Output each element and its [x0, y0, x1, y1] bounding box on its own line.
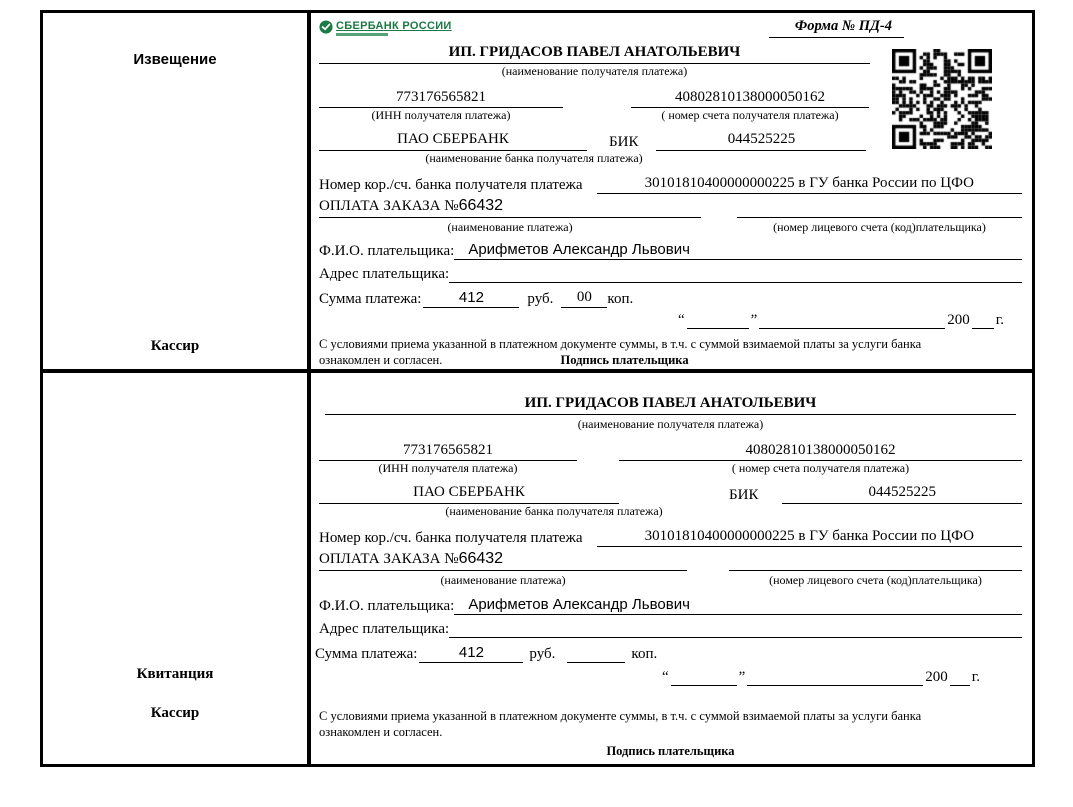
inn-value: 773176565821 — [319, 89, 563, 108]
sberbank-logo-text: СБЕРБАНК РОССИИ — [336, 20, 452, 32]
date-day-blank — [671, 685, 737, 686]
signature-label: Подпись плательщика — [606, 743, 735, 758]
bik-value: 044525225 — [782, 484, 1022, 504]
inn-label: (ИНН получателя платежа) — [371, 108, 511, 122]
date-quote-close: ” — [738, 669, 746, 685]
sberbank-logo-tagline — [336, 33, 388, 36]
corr-account-value: 30101810400000000225 в ГУ банка России по ЦФО — [597, 528, 1022, 547]
date-year-suffix: г. — [971, 669, 980, 685]
cashier-label: Кассир — [150, 705, 200, 721]
pd4-payment-form — [40, 10, 1035, 767]
corr-account-label: Номер кор./сч. банка получателя платежа — [319, 177, 583, 193]
payment-purpose-row — [319, 550, 1022, 571]
personal-account-label: (номер лицевого счета (код)плательщика) — [773, 220, 986, 234]
payer-name-value: Арифметов Александр Львович — [454, 241, 1022, 260]
recipient-name-label: (наименование получателя платежа) — [577, 417, 764, 431]
payment-purpose-row — [319, 197, 1022, 218]
kop-label: коп. — [631, 646, 658, 662]
date-year-prefix: 200 — [925, 669, 948, 685]
account-value: 40802810138000050162 — [631, 89, 869, 108]
address-label: Адрес плательщика: — [319, 266, 450, 282]
inn-value: 773176565821 — [319, 442, 577, 461]
address-value — [449, 636, 1022, 638]
date-quote-close: ” — [750, 312, 758, 328]
sum-kop-value — [567, 661, 625, 663]
recipient-name-label: (наименование получателя платежа) — [501, 64, 688, 78]
section-kvitanciya — [43, 369, 1032, 764]
address-label: Адрес плательщика: — [319, 621, 450, 637]
address-value — [449, 281, 1022, 283]
terms-line2: ознакомлен и согласен. — [319, 353, 443, 368]
account-label: ( номер счета получателя платежа) — [731, 461, 910, 475]
bank-name-value: ПАО СБЕРБАНК — [319, 484, 619, 504]
sum-label: Сумма платежа: — [315, 646, 418, 662]
sum-kop-value: 00 — [561, 289, 607, 308]
account-label: ( номер счета получателя платежа) — [661, 108, 839, 122]
date-day-blank — [687, 328, 749, 329]
stub-title: Квитанция — [136, 666, 214, 682]
payment-name-label: (наименование платежа) — [447, 220, 573, 234]
corr-account-label: Номер кор./сч. банка получателя платежа — [319, 530, 583, 546]
payer-label: Ф.И.О. плательщика: — [319, 598, 455, 614]
payer-name-value: Арифметов Александр Львович — [454, 596, 1022, 615]
personal-account-label: (номер лицевого счета (код)плательщика) — [769, 573, 982, 587]
sum-rub-value: 412 — [419, 644, 523, 663]
sberbank-logo — [319, 20, 452, 36]
recipient-name: ИП. ГРИДАСОВ ПАВЕЛ АНАТОЛЬЕВИЧ — [325, 395, 1016, 415]
section-izveshchenie — [43, 13, 1032, 369]
kvitanciya-stub — [43, 373, 311, 764]
date-month-blank — [747, 685, 923, 686]
terms-line1: С условиями приема указанной в платежном документе суммы, в т.ч. с суммой взимаемой платы за услуги банка — [319, 709, 922, 723]
rub-label: руб. — [529, 646, 556, 662]
date-year-blank — [950, 685, 970, 686]
stub-title: Извещение — [133, 51, 217, 68]
payer-label: Ф.И.О. плательщика: — [319, 243, 455, 259]
account-value: 40802810138000050162 — [619, 442, 1022, 461]
signature-label: Подпись плательщика — [560, 353, 689, 368]
sberbank-logo-icon — [319, 20, 333, 34]
date-quote-open: “ — [677, 312, 685, 328]
form-number-label: Форма № ПД-4 — [769, 18, 904, 38]
terms-line1: С условиями приема указанной в платежном документе суммы, в т.ч. с суммой взимаемой платы за услуги банка — [319, 337, 922, 351]
order-number: 66432 — [458, 197, 504, 214]
bank-name-label: (наименование банка получателя платежа) — [445, 504, 663, 518]
date-month-blank — [759, 328, 945, 329]
qr-code — [892, 49, 992, 149]
date-year-blank — [972, 328, 994, 329]
bik-value: 044525225 — [656, 131, 866, 151]
terms-line2: ознакомлен и согласен. — [319, 725, 443, 740]
cashier-label: Кассир — [150, 338, 200, 354]
bank-name-value: ПАО СБЕРБАНК — [319, 131, 587, 151]
izveshchenie-body — [311, 13, 1032, 369]
sum-label: Сумма платежа: — [319, 291, 422, 307]
form-header — [319, 18, 1022, 44]
bank-name-label: (наименование банка получателя платежа) — [425, 151, 643, 165]
recipient-name: ИП. ГРИДАСОВ ПАВЕЛ АНАТОЛЬЕВИЧ — [319, 44, 870, 64]
date-year-suffix: г. — [995, 312, 1004, 328]
bik-label: БИК — [609, 134, 639, 150]
payment-name-label: (наименование платежа) — [440, 573, 566, 587]
kvitanciya-body — [311, 373, 1032, 764]
inn-label: (ИНН получателя платежа) — [378, 461, 518, 475]
payment-purpose-prefix: ОПЛАТА ЗАКАЗА № — [319, 551, 459, 567]
corr-account-value: 30101810400000000225 в ГУ банка России по ЦФО — [597, 175, 1022, 194]
date-quote-open: “ — [661, 669, 669, 685]
sum-rub-value: 412 — [423, 289, 519, 308]
order-number: 66432 — [458, 550, 504, 567]
kop-label: коп. — [607, 291, 634, 307]
payment-purpose-prefix: ОПЛАТА ЗАКАЗА № — [319, 198, 459, 214]
bik-label: БИК — [729, 487, 759, 503]
izveshchenie-stub — [43, 13, 311, 369]
date-year-prefix: 200 — [947, 312, 970, 328]
rub-label: руб. — [527, 291, 554, 307]
